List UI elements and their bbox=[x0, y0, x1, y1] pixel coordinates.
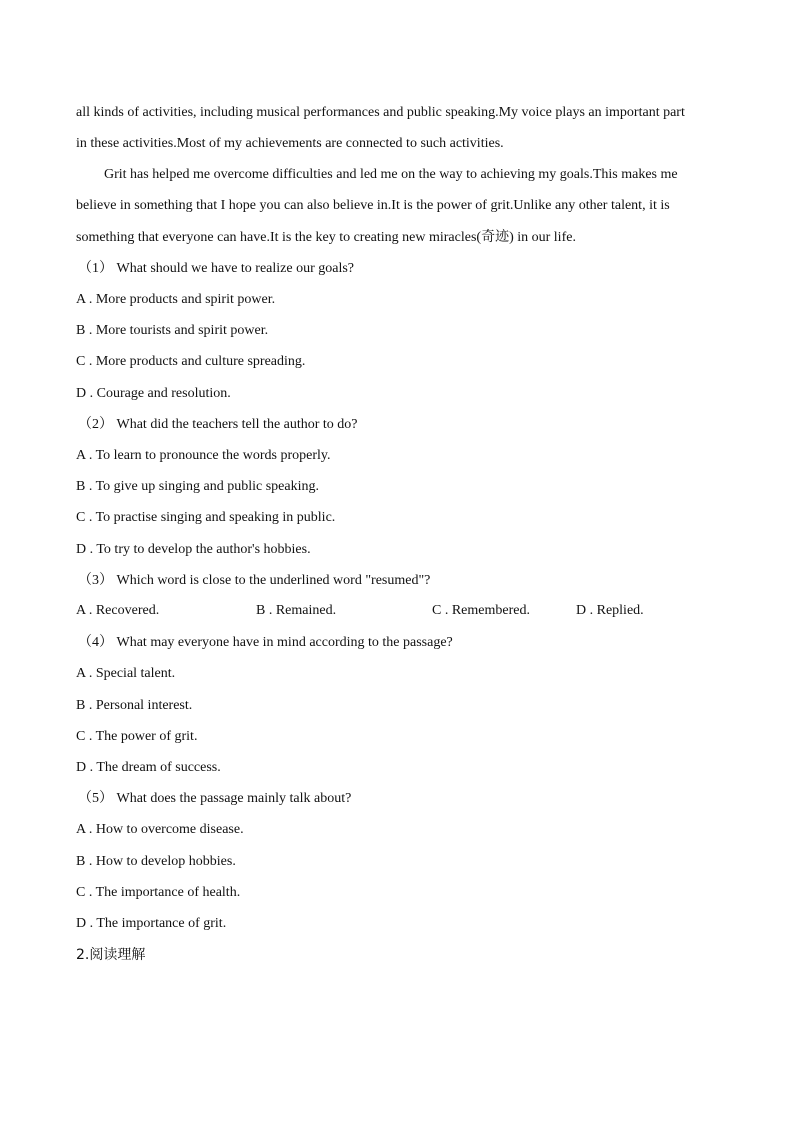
question-2 bbox=[78, 416, 358, 434]
question-4-option-d: D . The dream of success. bbox=[76, 760, 221, 775]
question-2-option-c: C . To practise singing and speaking in public. bbox=[76, 510, 336, 525]
question-number: （4） bbox=[78, 635, 113, 650]
question-4-option-b: B . Personal interest. bbox=[76, 698, 193, 713]
passage-line-1: all kinds of activities, including musical performances and public speaking.My voice plays an important part bbox=[76, 105, 685, 120]
question-3-option-d: D . Replied. bbox=[576, 603, 644, 618]
question-stem: What did the teachers tell the author to do? bbox=[116, 417, 358, 432]
question-stem: What may everyone have in mind according to the passage? bbox=[116, 635, 453, 650]
question-3-option-c: C . Remembered. bbox=[432, 603, 530, 618]
question-1-option-b: B . More tourists and spirit power. bbox=[76, 323, 269, 338]
question-2-option-d: D . To try to develop the author's hobbies. bbox=[76, 542, 311, 557]
question-number: （2） bbox=[78, 417, 113, 432]
question-2-option-a: A . To learn to pronounce the words properly. bbox=[76, 448, 331, 463]
passage-line-2: in these activities.Most of my achievements are connected to such activities. bbox=[76, 136, 504, 151]
question-stem: What does the passage mainly talk about? bbox=[116, 791, 352, 806]
question-number: （3） bbox=[78, 573, 113, 588]
question-5-option-d: D . The importance of grit. bbox=[76, 916, 227, 931]
question-4-option-a: A . Special talent. bbox=[76, 666, 176, 681]
passage-line-3: Grit has helped me overcome difficulties and led me on the way to achieving my goals.This makes me bbox=[104, 167, 678, 182]
question-2-option-b: B . To give up singing and public speaking. bbox=[76, 479, 319, 494]
question-5-option-a: A . How to overcome disease. bbox=[76, 822, 244, 837]
question-4 bbox=[78, 634, 453, 652]
question-3 bbox=[78, 572, 430, 590]
question-stem: Which word is close to the underlined word "resumed"? bbox=[116, 573, 431, 588]
question-1-option-c: C . More products and culture spreading. bbox=[76, 354, 306, 369]
question-stem: What should we have to realize our goals? bbox=[116, 261, 355, 276]
question-1-option-a: A . More products and spirit power. bbox=[76, 292, 276, 307]
passage-line-5: something that everyone can have.It is the key to creating new miracles(奇迹) in our life. bbox=[76, 230, 576, 245]
question-5-option-c: C . The importance of health. bbox=[76, 885, 241, 900]
question-5-option-b: B . How to develop hobbies. bbox=[76, 854, 236, 869]
question-5 bbox=[78, 790, 351, 808]
question-1-option-d: D . Courage and resolution. bbox=[76, 386, 231, 401]
question-number: （1） bbox=[78, 261, 113, 276]
section-heading: 2.阅读理解 bbox=[76, 947, 146, 963]
passage-line-4: believe in something that I hope you can also believe in.It is the power of grit.Unlike any other talent, it is bbox=[76, 198, 670, 213]
question-3-option-b: B . Remained. bbox=[256, 603, 337, 618]
question-number: （5） bbox=[78, 791, 113, 806]
question-3-options bbox=[76, 602, 716, 620]
question-3-option-a: A . Recovered. bbox=[76, 603, 160, 618]
question-4-option-c: C . The power of grit. bbox=[76, 729, 198, 744]
question-1 bbox=[78, 260, 354, 278]
